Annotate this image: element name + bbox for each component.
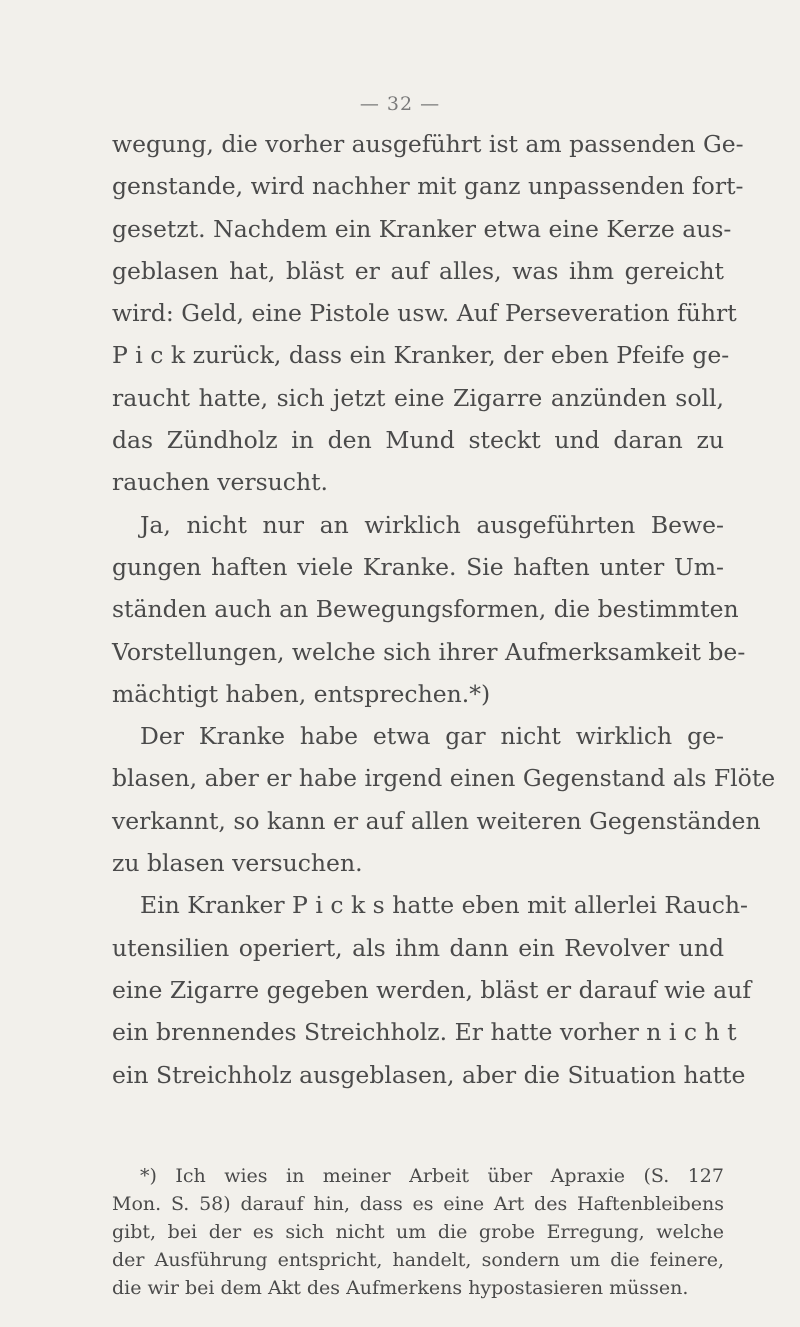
page-number: — 32 — [359, 93, 441, 115]
footnote-line: Mon. S. 58) darauf hin, dass es eine Art des Haftenbleibens [112, 1193, 724, 1215]
main-text [112, 123, 776, 1096]
text-line: Ja, nicht nur an wirklich ausgeführten Bewe- [140, 510, 724, 539]
text-line: Der Kranke habe etwa gar nicht wirklich ge- [140, 722, 724, 751]
footnote-line: die wir bei dem Akt des Aufmerkens hypostasieren müssen. [112, 1277, 689, 1299]
text-line: ein brennendes Streichholz. Er hatte vorher n i c h t [112, 1018, 737, 1047]
text-line: blasen, aber er habe irgend einen Gegenstand als Flöte [112, 764, 776, 793]
footnote-line: *) Ich wies in meiner Arbeit über Apraxie (S. 127 [140, 1165, 724, 1187]
text-line: gungen haften viele Kranke. Sie haften unter Um- [112, 552, 724, 581]
text-line: zu blasen versuchen. [112, 849, 363, 878]
footnote-line: gibt, bei der es sich nicht um die grobe Erregung, welche [112, 1221, 724, 1243]
text-line: verkannt, so kann er auf allen weiteren Gegenständen [112, 806, 761, 835]
text-line: genstande, wird nachher mit ganz unpassenden fort- [112, 172, 744, 201]
text-line: eine Zigarre gegeben werden, bläst er darauf wie auf [112, 975, 752, 1004]
text-line: gesetzt. Nachdem ein Kranker etwa eine Kerze aus- [112, 214, 732, 243]
text-line: geblasen hat, bläst er auf alles, was ihm gereicht [112, 256, 724, 285]
footnote-line: der Ausführung entspricht, handelt, sondern um die feinere, [112, 1249, 724, 1271]
text-line: mächtigt haben, entsprechen.*) [112, 679, 491, 708]
text-line: wegung, die vorher ausgeführt ist am passenden Ge- [112, 130, 744, 158]
text-line: rauchen versucht. [112, 468, 329, 497]
text-line: ständen auch an Bewegungsformen, die bestimmten [112, 595, 739, 624]
text-line: utensilien operiert, als ihm dann ein Revolver und [112, 933, 724, 962]
text-line: Vorstellungen, welche sich ihrer Aufmerksamkeit be- [112, 637, 746, 666]
text-line: wird: Geld, eine Pistole usw. Auf Perseveration führt [112, 299, 737, 328]
footnote [112, 1162, 724, 1302]
text-line: Ein Kranker P i c k s hatte eben mit allerlei Rauch- [140, 891, 748, 920]
text-line: ein Streichholz ausgeblasen, aber die Situation hatte [112, 1060, 746, 1089]
text-line: raucht hatte, sich jetzt eine Zigarre anzünden soll, [112, 383, 724, 412]
text-line: das Zündholz in den Mund steckt und daran zu [112, 426, 724, 455]
text-line: P i c k zurück, dass ein Kranker, der eben Pfeife ge- [112, 341, 730, 370]
